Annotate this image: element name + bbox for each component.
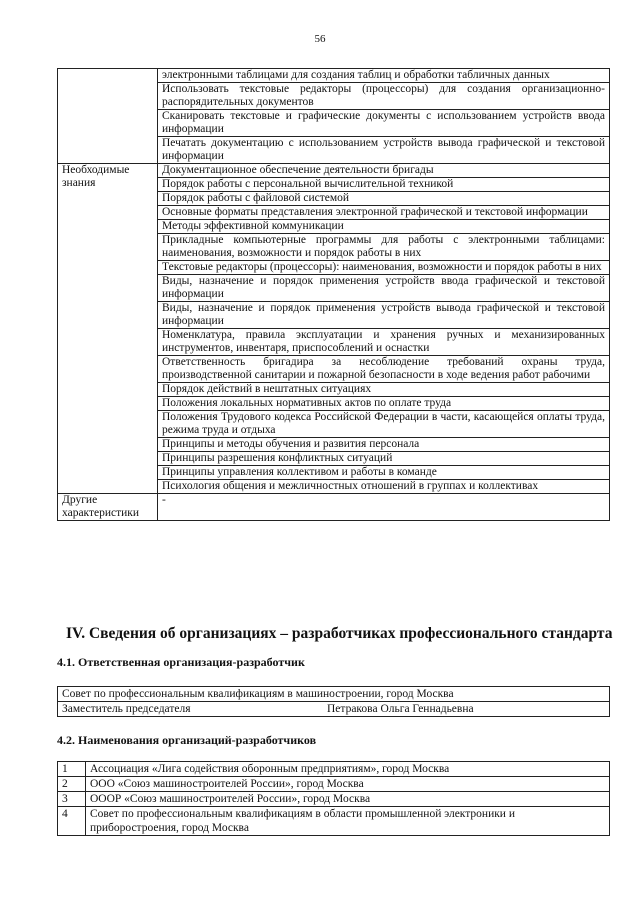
- table-row: [58, 69, 610, 83]
- responsible-person-cell: [58, 702, 610, 717]
- developer-number: 4: [58, 807, 86, 836]
- responsible-org-name: Совет по профессиональным квалификациям в машиностроении, город Москва: [58, 687, 610, 702]
- knowledge-item: Порядок работы с персональной вычислительной техникой: [158, 178, 610, 192]
- skill-item: Сканировать текстовые и графические документы с использованием устройств ввода информации: [158, 110, 610, 137]
- knowledge-item: Принципы и методы обучения и развития персонала: [158, 438, 610, 452]
- skills-table: [57, 68, 610, 521]
- responsible-person-row: [58, 702, 610, 717]
- knowledge-item: Положения локальных нормативных актов по оплате труда: [158, 397, 610, 411]
- knowledge-label: Необходимые знания: [58, 164, 158, 494]
- responsible-position: Заместитель председателя: [62, 703, 191, 715]
- developer-number: 1: [58, 762, 86, 777]
- responsible-org-row: [58, 687, 610, 702]
- table-row: [58, 494, 610, 521]
- developer-name: ОООР «Союз машиностроителей России», город Москва: [86, 792, 610, 807]
- knowledge-item: Текстовые редакторы (процессоры): наименования, возможности и порядок работы в них: [158, 261, 610, 275]
- subsection-4-1-title: 4.1. Ответственная организация-разработчик: [57, 655, 305, 669]
- developer-row: [58, 792, 610, 807]
- knowledge-item: Ответственность бригадира за несоблюдение требований охраны труда, производственной санитарии и пожарной безопасности в ходе ведения работ рабочими: [158, 356, 610, 383]
- knowledge-item: Документационное обеспечение деятельности бригады: [158, 164, 610, 178]
- developer-row: [58, 762, 610, 777]
- other-characteristics-value: -: [158, 494, 610, 521]
- developer-number: 3: [58, 792, 86, 807]
- developers-table: [57, 761, 610, 836]
- knowledge-item: Виды, назначение и порядок применения устройств ввода графической и текстовой информации: [158, 275, 610, 302]
- responsible-org-table: [57, 686, 610, 717]
- developer-row: [58, 777, 610, 792]
- responsible-name: Петракова Ольга Геннадьевна: [327, 703, 474, 715]
- developer-name: Ассоциация «Лига содействия оборонным предприятиям», город Москва: [86, 762, 610, 777]
- skill-item: Использовать текстовые редакторы (процессоры) для создания организационно-распорядительных документов: [158, 83, 610, 110]
- subsection-4-2-title: 4.2. Наименования организаций-разработчиков: [57, 733, 317, 747]
- knowledge-item: Виды, назначение и порядок применения устройств вывода графической и текстовой информации: [158, 302, 610, 329]
- skill-item: электронными таблицами для создания таблиц и обработки табличных данных: [158, 69, 610, 83]
- page-number: 56: [314, 33, 326, 45]
- knowledge-item: Методы эффективной коммуникации: [158, 220, 610, 234]
- knowledge-item: Порядок работы с файловой системой: [158, 192, 610, 206]
- skill-item: Печатать документацию с использованием устройств вывода графической и текстовой информации: [158, 137, 610, 164]
- developer-name: Совет по профессиональным квалификациям в области промышленной электроники и приборостроения, город Москва: [86, 807, 610, 836]
- knowledge-item: Порядок действий в нештатных ситуациях: [158, 383, 610, 397]
- knowledge-item: Положения Трудового кодекса Российской Федерации в части, касающейся оплаты труда, режима труда и отдыха: [158, 411, 610, 438]
- skills-label-cell: [58, 69, 158, 164]
- developer-row: [58, 807, 610, 836]
- section-4-title: IV. Сведения об организациях – разработчиках профессионального стандарта: [66, 625, 613, 642]
- developer-name: ООО «Союз машиностроителей России», город Москва: [86, 777, 610, 792]
- knowledge-item: Принципы разрешения конфликтных ситуаций: [158, 452, 610, 466]
- table-row: [58, 164, 610, 178]
- knowledge-item: Прикладные компьютерные программы для работы с электронными таблицами: наименования, возможности и порядок работы в них: [158, 234, 610, 261]
- knowledge-item: Психология общения и межличностных отношений в группах и коллективах: [158, 480, 610, 494]
- developer-number: 2: [58, 777, 86, 792]
- knowledge-item: Принципы управления коллективом и работы в команде: [158, 466, 610, 480]
- knowledge-item: Основные форматы представления электронной графической и текстовой информации: [158, 206, 610, 220]
- knowledge-item: Номенклатура, правила эксплуатации и хранения ручных и механизированных инструментов, инвентаря, приспособлений и оснастки: [158, 329, 610, 356]
- other-characteristics-label: Другие характеристики: [58, 494, 158, 521]
